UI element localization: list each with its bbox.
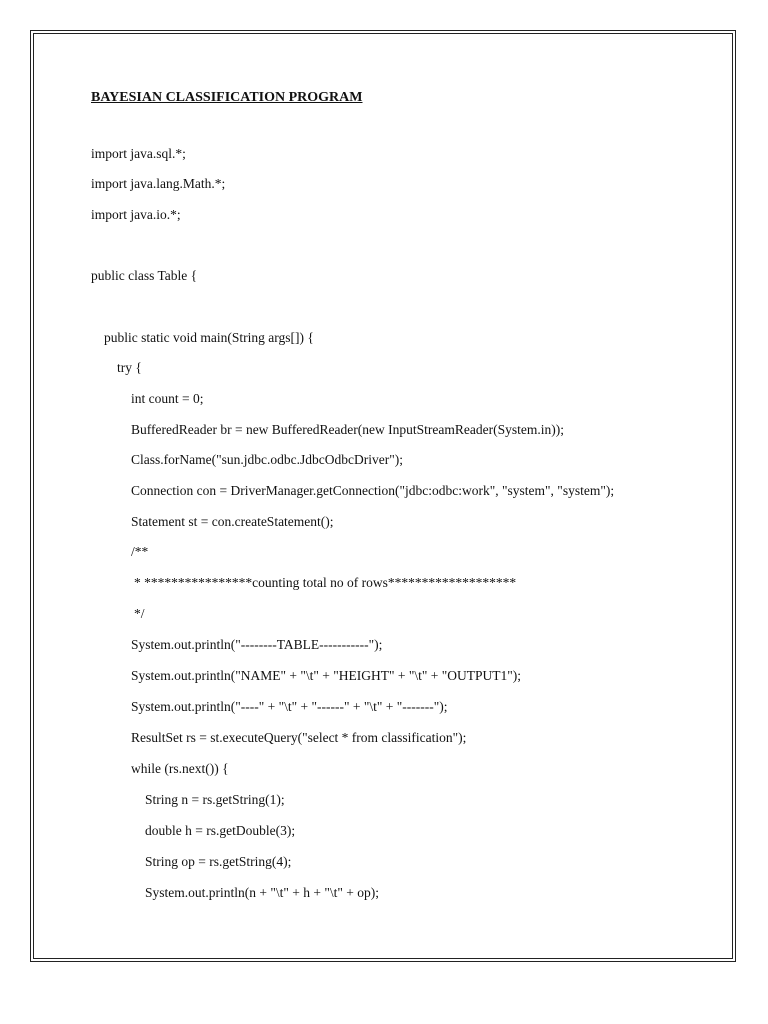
code-line-import-math: import java.lang.Math.*; <box>91 176 226 191</box>
code-line-connection: Connection con = DriverManager.getConnection("jdbc:odbc:work", "system", "system"); <box>131 483 615 498</box>
code-line-import-sql: import java.sql.*; <box>91 146 186 161</box>
code-line-resultset: ResultSet rs = st.executeQuery("select * from classification"); <box>131 730 467 745</box>
code-line-try: try { <box>117 360 142 375</box>
code-line-comment-body: * ****************counting total no of rows******************* <box>134 575 517 590</box>
code-line-print-columns: System.out.println("NAME" + "\t" + "HEIGHT" + "\t" + "OUTPUT1"); <box>131 668 522 683</box>
code-line-print-row: System.out.println(n + "\t" + h + "\t" + op); <box>145 885 379 900</box>
code-line-comment-open: /** <box>131 544 149 559</box>
document-title: BAYESIAN CLASSIFICATION PROGRAM <box>91 90 363 105</box>
code-line-class-declaration: public class Table { <box>91 268 198 283</box>
code-line-count: int count = 0; <box>131 391 204 406</box>
code-line-get-name: String n = rs.getString(1); <box>145 792 285 807</box>
code-line-class-forname: Class.forName("sun.jdbc.odbc.JdbcOdbcDriver"); <box>131 452 403 467</box>
code-line-while-loop: while (rs.next()) { <box>131 761 229 776</box>
code-line-print-separators: System.out.println("----" + "\t" + "------" + "\t" + "-------"); <box>131 699 448 714</box>
code-line-get-output: String op = rs.getString(4); <box>145 854 292 869</box>
code-line-main-method: public static void main(String args[]) { <box>104 330 314 345</box>
code-line-statement: Statement st = con.createStatement(); <box>131 514 334 529</box>
code-line-get-height: double h = rs.getDouble(3); <box>145 823 296 838</box>
code-line-buffered-reader: BufferedReader br = new BufferedReader(new InputStreamReader(System.in)); <box>131 422 564 437</box>
code-line-print-table-header: System.out.println("--------TABLE-----------"); <box>131 637 383 652</box>
code-line-comment-close: */ <box>134 606 145 621</box>
code-line-import-io: import java.io.*; <box>91 207 181 222</box>
